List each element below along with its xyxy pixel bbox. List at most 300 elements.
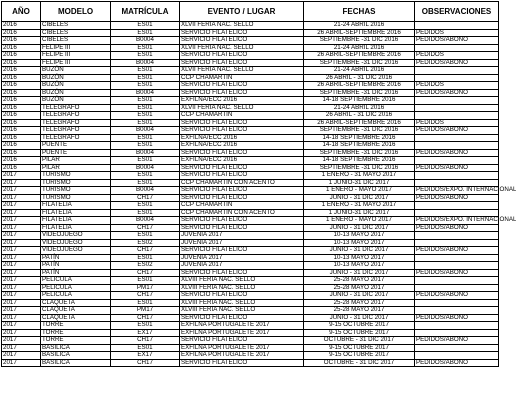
cell-model: PATÍN <box>41 269 111 277</box>
cell-dates: 14-18 SEPTIEMBRE 2016 <box>304 97 415 105</box>
cell-event: XLVIII FERIA NAC. SELLO <box>180 307 304 315</box>
cell-dates: SEPTIEMBRE -31 DIC 2016 <box>304 59 415 67</box>
cell-matricula: ES01 <box>111 157 180 165</box>
cell-event: SERVICIO FILATELICO <box>180 292 304 300</box>
cell-observations <box>415 277 499 285</box>
cell-event: SERVICIO FILATELICO <box>180 359 304 367</box>
cell-matricula: PM17 <box>111 284 180 292</box>
cell-model: CLAQUETA <box>41 299 111 307</box>
table-row <box>2 337 499 345</box>
cell-year: 2016 <box>2 149 41 157</box>
cell-dates: 26 ABRIL - 31 DIC 2016 <box>304 74 415 82</box>
cell-matricula: CH17 <box>111 224 180 232</box>
cell-observations <box>415 352 499 360</box>
cell-year: 2016 <box>2 164 41 172</box>
cell-matricula: EX17 <box>111 352 180 360</box>
cell-year: 2016 <box>2 29 41 37</box>
cell-dates: SEPTIEMBRE -31 DIC 2016 <box>304 89 415 97</box>
cell-model: BASILICA <box>41 359 111 367</box>
cell-model: CIBELES <box>41 37 111 45</box>
cell-year: 2017 <box>2 254 41 262</box>
cell-matricula: B0004 <box>111 217 180 225</box>
cell-year: 2016 <box>2 89 41 97</box>
cell-model: PELICULA <box>41 292 111 300</box>
cell-matricula: ES01 <box>111 254 180 262</box>
cell-matricula: CH17 <box>111 194 180 202</box>
table-row <box>2 194 499 202</box>
cell-model: TURISMO <box>41 194 111 202</box>
cell-year: 2016 <box>2 67 41 75</box>
cell-matricula: CH17 <box>111 314 180 322</box>
table-row <box>2 187 499 195</box>
cell-year: 2017 <box>2 247 41 255</box>
cell-matricula: ES02 <box>111 262 180 270</box>
cell-model: PUENTE <box>41 142 111 150</box>
cell-observations: PEDIDOS/ABONO <box>415 314 499 322</box>
table-row <box>2 202 499 210</box>
cell-observations: PEDIDOS <box>415 82 499 90</box>
cell-year: 2017 <box>2 232 41 240</box>
table-row <box>2 247 499 255</box>
cell-observations: PEDIDOS/ABONO <box>415 292 499 300</box>
cell-observations <box>415 172 499 180</box>
cell-event: SERVICIO FILATELICO <box>180 172 304 180</box>
cell-dates: 9-15 OCTUBRE 2017 <box>304 322 415 330</box>
cell-event: CCP CHAMARTIN <box>180 74 304 82</box>
cell-event: SERVICIO FILATELICO <box>180 247 304 255</box>
cell-dates: OCTUBRE - 31 DIC 2017 <box>304 337 415 345</box>
cell-matricula: ES01 <box>111 142 180 150</box>
header-observations: OBSERVACIONES <box>415 2 499 22</box>
cell-dates: 26 ABRIL-SEPTIEMBRE 2016 <box>304 52 415 60</box>
cell-observations: PEDIDOS/ABONO <box>415 194 499 202</box>
cell-observations <box>415 299 499 307</box>
cell-matricula: ES01 <box>111 52 180 60</box>
cell-model: FELIPE III <box>41 52 111 60</box>
cell-dates: SEPTIEMBRE -31 DIC 2016 <box>304 164 415 172</box>
table-row <box>2 82 499 90</box>
cell-event: CCP CHAMARTIN <box>180 112 304 120</box>
cell-matricula: CH17 <box>111 337 180 345</box>
table-row <box>2 134 499 142</box>
cell-observations <box>415 104 499 112</box>
cell-model: FILATELIA <box>41 224 111 232</box>
cell-matricula: ES01 <box>111 22 180 30</box>
cell-observations: PEDIDOS/ABONO <box>415 89 499 97</box>
header-year: AÑO <box>2 2 41 22</box>
cell-model: FILATELIA <box>41 209 111 217</box>
cell-event: SERVICIO FILATELICO <box>180 149 304 157</box>
cell-year: 2016 <box>2 52 41 60</box>
cell-dates: 21-24 ABRIL 2016 <box>304 67 415 75</box>
cell-observations <box>415 97 499 105</box>
cell-model: TELEGRAFO <box>41 112 111 120</box>
cell-event: EXFILNA/ECC 2016 <box>180 142 304 150</box>
cell-year: 2017 <box>2 292 41 300</box>
table-row <box>2 322 499 330</box>
cell-model: VIDEOJUEGO <box>41 232 111 240</box>
cell-dates: 21-24 ABRIL 2016 <box>304 104 415 112</box>
cell-event: SERVICIO FILATELICO <box>180 314 304 322</box>
cell-observations <box>415 157 499 165</box>
cell-dates: 1 ENERO - MAYO 2017 <box>304 187 415 195</box>
cell-event: JUVENIA 2017 <box>180 262 304 270</box>
cell-matricula: ES01 <box>111 119 180 127</box>
cell-matricula: ES01 <box>111 322 180 330</box>
cell-dates: 21-24 ABRIL 2016 <box>304 22 415 30</box>
table-row <box>2 67 499 75</box>
cell-model: FELIPE III <box>41 59 111 67</box>
cell-dates: 1 JUNIO-31 DIC 2017 <box>304 209 415 217</box>
stamp-issues-table-container <box>1 1 516 367</box>
cell-event: SERVICIO FILATELICO <box>180 59 304 67</box>
cell-model: PILAR <box>41 157 111 165</box>
cell-year: 2017 <box>2 269 41 277</box>
cell-event: JUVENIA 2017 <box>180 254 304 262</box>
cell-model: PELICULA <box>41 277 111 285</box>
cell-year: 2017 <box>2 284 41 292</box>
cell-year: 2017 <box>2 352 41 360</box>
table-row <box>2 359 499 367</box>
table-row <box>2 37 499 45</box>
cell-dates: 1 ENERO - 31 MAYO 2017 <box>304 202 415 210</box>
cell-year: 2016 <box>2 44 41 52</box>
cell-year: 2016 <box>2 74 41 82</box>
cell-matricula: ES01 <box>111 134 180 142</box>
cell-year: 2017 <box>2 224 41 232</box>
cell-event: SERVICIO FILATELICO <box>180 119 304 127</box>
table-header-row <box>2 2 499 22</box>
cell-matricula: ES01 <box>111 82 180 90</box>
cell-year: 2017 <box>2 194 41 202</box>
cell-year: 2017 <box>2 307 41 315</box>
cell-matricula: ES01 <box>111 67 180 75</box>
cell-event: JUVENIA 2017 <box>180 239 304 247</box>
cell-dates: 14-18 SEPTIEMBRE 2016 <box>304 142 415 150</box>
cell-model: CIBELES <box>41 22 111 30</box>
cell-year: 2017 <box>2 337 41 345</box>
cell-model: BASILICA <box>41 352 111 360</box>
cell-dates: 25-28 MAYO 2017 <box>304 307 415 315</box>
cell-matricula: ES01 <box>111 74 180 82</box>
cell-matricula: PM17 <box>111 307 180 315</box>
cell-event: SERVICIO FILATELICO <box>180 127 304 135</box>
cell-event: XLVII FERIA NAC. SELLO <box>180 67 304 75</box>
cell-matricula: ES01 <box>111 179 180 187</box>
table-row <box>2 142 499 150</box>
cell-dates: JUNIO - 31 DIC 2017 <box>304 269 415 277</box>
cell-dates: JUNIO - 31 DIC 2017 <box>304 247 415 255</box>
header-event: EVENTO / LUGAR <box>180 2 304 22</box>
cell-matricula: CH17 <box>111 247 180 255</box>
cell-model: TELEGRAFO <box>41 119 111 127</box>
cell-model: TELEGRAFO <box>41 127 111 135</box>
cell-dates: JUNIO - 31 DIC 2017 <box>304 194 415 202</box>
cell-event: SERVICIO FILATELICO <box>180 194 304 202</box>
cell-model: VIDEOJUEGO <box>41 239 111 247</box>
cell-year: 2016 <box>2 104 41 112</box>
table-row <box>2 232 499 240</box>
cell-matricula: B0004 <box>111 59 180 67</box>
cell-dates: 9-15 OCTUBRE 2017 <box>304 329 415 337</box>
cell-year: 2016 <box>2 142 41 150</box>
cell-matricula: B0004 <box>111 164 180 172</box>
table-row <box>2 164 499 172</box>
cell-matricula: B0004 <box>111 187 180 195</box>
cell-model: BASILICA <box>41 344 111 352</box>
cell-event: CCP CHAMARTIN <box>180 202 304 210</box>
cell-observations: PEDIDOS <box>415 119 499 127</box>
cell-matricula: ES01 <box>111 97 180 105</box>
cell-year: 2017 <box>2 322 41 330</box>
cell-dates: 10-13 MAYO 2017 <box>304 254 415 262</box>
cell-year: 2017 <box>2 262 41 270</box>
cell-observations <box>415 322 499 330</box>
cell-model: BUZÓN <box>41 97 111 105</box>
stamp-issues-table <box>1 1 516 367</box>
cell-event: XLVIII FERIA NAC. SELLO <box>180 284 304 292</box>
cell-event: CCP CHAMARTIN CON ACENTO <box>180 179 304 187</box>
cell-dates: 1 JUNIO-31 DIC 2017 <box>304 179 415 187</box>
cell-year: 2017 <box>2 179 41 187</box>
table-row <box>2 22 499 30</box>
cell-year: 2016 <box>2 82 41 90</box>
cell-event: SERVICIO FILATELICO <box>180 337 304 345</box>
cell-dates: 26 ABRIL-SEPTIEMBRE 2016 <box>304 29 415 37</box>
cell-event: SERVICIO FILATELICO <box>180 269 304 277</box>
table-row <box>2 352 499 360</box>
cell-dates: 14-18 SEPTIEMBRE 2016 <box>304 134 415 142</box>
cell-year: 2017 <box>2 344 41 352</box>
table-row <box>2 292 499 300</box>
cell-observations <box>415 112 499 120</box>
cell-year: 2016 <box>2 157 41 165</box>
cell-observations: PEDIDOS/ABONO <box>415 224 499 232</box>
cell-model: FELIPE III <box>41 44 111 52</box>
table-row <box>2 217 499 225</box>
cell-model: BUZÓN <box>41 82 111 90</box>
cell-observations <box>415 344 499 352</box>
cell-year: 2017 <box>2 217 41 225</box>
table-row <box>2 89 499 97</box>
cell-matricula: B0004 <box>111 89 180 97</box>
cell-model: TORRE <box>41 322 111 330</box>
table-body <box>2 21 516 367</box>
cell-observations: PEDIDOS/ABONO <box>415 127 499 135</box>
cell-matricula: ES01 <box>111 112 180 120</box>
cell-year: 2016 <box>2 37 41 45</box>
table-row <box>2 277 499 285</box>
cell-model: CLAQUETA <box>41 307 111 315</box>
cell-matricula: ES01 <box>111 29 180 37</box>
table-row <box>2 127 499 135</box>
cell-model: FILATELIA <box>41 202 111 210</box>
cell-event: SERVICIO FILATELICO <box>180 217 304 225</box>
cell-observations <box>415 307 499 315</box>
cell-year: 2017 <box>2 329 41 337</box>
cell-model: TORRE <box>41 337 111 345</box>
table-row <box>2 52 499 60</box>
cell-dates: 9-15 OCTUBRE 2017 <box>304 352 415 360</box>
cell-year: 2016 <box>2 127 41 135</box>
cell-model: PATÍN <box>41 254 111 262</box>
cell-matricula: CH17 <box>111 359 180 367</box>
cell-event: XLVII FERIA NAC. SELLO <box>180 104 304 112</box>
header-model: MODELO <box>41 2 111 22</box>
cell-event: SERVICIO FILATELICO <box>180 224 304 232</box>
cell-event: XLVII FERIA NAC. SELLO <box>180 44 304 52</box>
cell-dates: 25-28 MAYO 2017 <box>304 284 415 292</box>
cell-event: CCP CHAMARTIN CON ACENTO <box>180 209 304 217</box>
cell-matricula: CH17 <box>111 269 180 277</box>
cell-observations <box>415 232 499 240</box>
cell-year: 2016 <box>2 134 41 142</box>
cell-event: SERVICIO FILATELICO <box>180 29 304 37</box>
cell-model: PUENTE <box>41 149 111 157</box>
cell-observations: PEDIDOS <box>415 29 499 37</box>
cell-year: 2016 <box>2 112 41 120</box>
cell-model: BUZÓN <box>41 74 111 82</box>
cell-model: CIBELES <box>41 29 111 37</box>
cell-observations: PEDIDOS/EXPO. INTERNACIONAL <box>416 186 516 193</box>
cell-observations: PEDIDOS/ABONO <box>415 269 499 277</box>
cell-year: 2017 <box>2 359 41 367</box>
cell-dates: 21-24 ABRIL 2016 <box>304 44 415 52</box>
cell-dates: JUNIO - 31 DIC 2017 <box>304 292 415 300</box>
cell-observations: PEDIDOS/ABONO <box>415 247 499 255</box>
cell-year: 2017 <box>2 187 41 195</box>
cell-model: PELICULA <box>41 284 111 292</box>
cell-matricula: B0004 <box>111 127 180 135</box>
cell-dates: 26 ABRIL-SEPTIEMBRE 2016 <box>304 82 415 90</box>
cell-dates: OCTUBRE - 31 DIC 2017 <box>304 359 415 367</box>
cell-event: EXFILNA PORTUGALETE 2017 <box>180 329 304 337</box>
cell-event: JUVENIA 2017 <box>180 232 304 240</box>
cell-dates: SEPTIEMBRE -31 DIC 2016 <box>304 127 415 135</box>
cell-event: EXFILNA PORTUGALETE 2017 <box>180 352 304 360</box>
cell-model: FILATELIA <box>41 217 111 225</box>
cell-event: EXFILNA/ECC 2016 <box>180 97 304 105</box>
cell-observations <box>415 67 499 75</box>
cell-dates: 14-18 SEPTIEMBRE 2016 <box>304 157 415 165</box>
cell-observations: PEDIDOS/ABONO <box>415 149 499 157</box>
cell-dates: SEPTIEMBRE -31 DIC 2016 <box>304 37 415 45</box>
cell-observations <box>415 262 499 270</box>
header-dates: FECHAS <box>304 2 415 22</box>
cell-dates: SEPTIEMBRE -31 DIC 2016 <box>304 149 415 157</box>
cell-matricula: ES01 <box>111 44 180 52</box>
cell-model: BUZÓN <box>41 89 111 97</box>
cell-matricula: ES01 <box>111 172 180 180</box>
cell-observations <box>415 22 499 30</box>
header-matricula: MATRÍCULA <box>111 2 180 22</box>
cell-event: EXFILNA PORTUGALETE 2017 <box>180 344 304 352</box>
table-row <box>2 157 499 165</box>
cell-event: SERVICIO FILATELICO <box>180 187 304 195</box>
cell-event: XLVIII FERIA NAC. SELLO <box>180 299 304 307</box>
cell-event: SERVICIO FILATELICO <box>180 37 304 45</box>
cell-year: 2017 <box>2 239 41 247</box>
cell-matricula: ES01 <box>111 344 180 352</box>
cell-year: 2017 <box>2 202 41 210</box>
cell-model: TURISMO <box>41 187 111 195</box>
cell-matricula: B0004 <box>111 37 180 45</box>
cell-observations: PEDIDOS/EXPO. INTERNACIONAL <box>416 216 516 223</box>
cell-year: 2016 <box>2 97 41 105</box>
cell-matricula: B0004 <box>111 149 180 157</box>
cell-matricula: ES01 <box>111 232 180 240</box>
cell-observations: PEDIDOS/ABONO <box>415 337 499 345</box>
cell-dates: 10-13 MAYO 2017 <box>304 239 415 247</box>
cell-model: TURISMO <box>41 179 111 187</box>
cell-dates: 26 ABRIL - 31 DIC 2016 <box>304 112 415 120</box>
table-row <box>2 254 499 262</box>
cell-matricula: ES01 <box>111 104 180 112</box>
cell-model: TELEGRAFO <box>41 134 111 142</box>
cell-dates: 1 ENERO - 31 MAYO 2017 <box>304 172 415 180</box>
table-row <box>2 149 499 157</box>
cell-year: 2017 <box>2 172 41 180</box>
table-row <box>2 307 499 315</box>
cell-matricula: EX17 <box>111 329 180 337</box>
cell-event: XLVIII FERIA NAC. SELLO <box>180 277 304 285</box>
cell-year: 2016 <box>2 119 41 127</box>
cell-year: 2017 <box>2 299 41 307</box>
cell-year: 2016 <box>2 59 41 67</box>
cell-matricula: ES01 <box>111 299 180 307</box>
cell-dates: 9-15 OCTUBRE 2017 <box>304 344 415 352</box>
table-row <box>2 172 499 180</box>
cell-matricula: CH17 <box>111 292 180 300</box>
cell-event: SERVICIO FILATELICO <box>180 89 304 97</box>
cell-event: XLVII FERIA NAC. SELLO <box>180 22 304 30</box>
cell-year: 2017 <box>2 314 41 322</box>
cell-observations <box>415 254 499 262</box>
cell-observations <box>415 202 499 210</box>
cell-event: EXFILNA PORTUGALETE 2017 <box>180 322 304 330</box>
cell-model: TURISMO <box>41 172 111 180</box>
cell-observations: PEDIDOS/ABONO <box>415 359 499 367</box>
cell-observations <box>415 142 499 150</box>
cell-event: EXFILNA/ECC 2016 <box>180 134 304 142</box>
cell-dates: 25-28 MAYO 2017 <box>304 277 415 285</box>
table-row <box>2 97 499 105</box>
cell-event: EXFILNA/ECC 2016 <box>180 157 304 165</box>
cell-event: SERVICIO FILATELICO <box>180 164 304 172</box>
cell-observations: PEDIDOS/ABONO <box>415 164 499 172</box>
cell-model: BUZÓN <box>41 67 111 75</box>
cell-matricula: ES02 <box>111 239 180 247</box>
cell-model: TORRE <box>41 329 111 337</box>
cell-model: CLAQUETA <box>41 314 111 322</box>
cell-dates: JUNIO - 31 DIC 2017 <box>304 224 415 232</box>
cell-matricula: ES01 <box>111 277 180 285</box>
cell-year: 2017 <box>2 277 41 285</box>
table-row <box>2 112 499 120</box>
cell-observations <box>415 134 499 142</box>
cell-observations: PEDIDOS <box>415 52 499 60</box>
cell-matricula: ES01 <box>111 209 180 217</box>
cell-model: PATÍN <box>41 262 111 270</box>
cell-dates: 26 ABRIL-SEPTIEMBRE 2016 <box>304 119 415 127</box>
cell-dates: 25-28 MAYO 2017 <box>304 299 415 307</box>
cell-year: 2016 <box>2 22 41 30</box>
cell-event: SERVICIO FILATELICO <box>180 82 304 90</box>
cell-dates: 1 ENERO - MAYO 2017 <box>304 217 415 225</box>
cell-year: 2017 <box>2 209 41 217</box>
cell-model: TELEGRAFO <box>41 104 111 112</box>
cell-model: PILAR <box>41 164 111 172</box>
